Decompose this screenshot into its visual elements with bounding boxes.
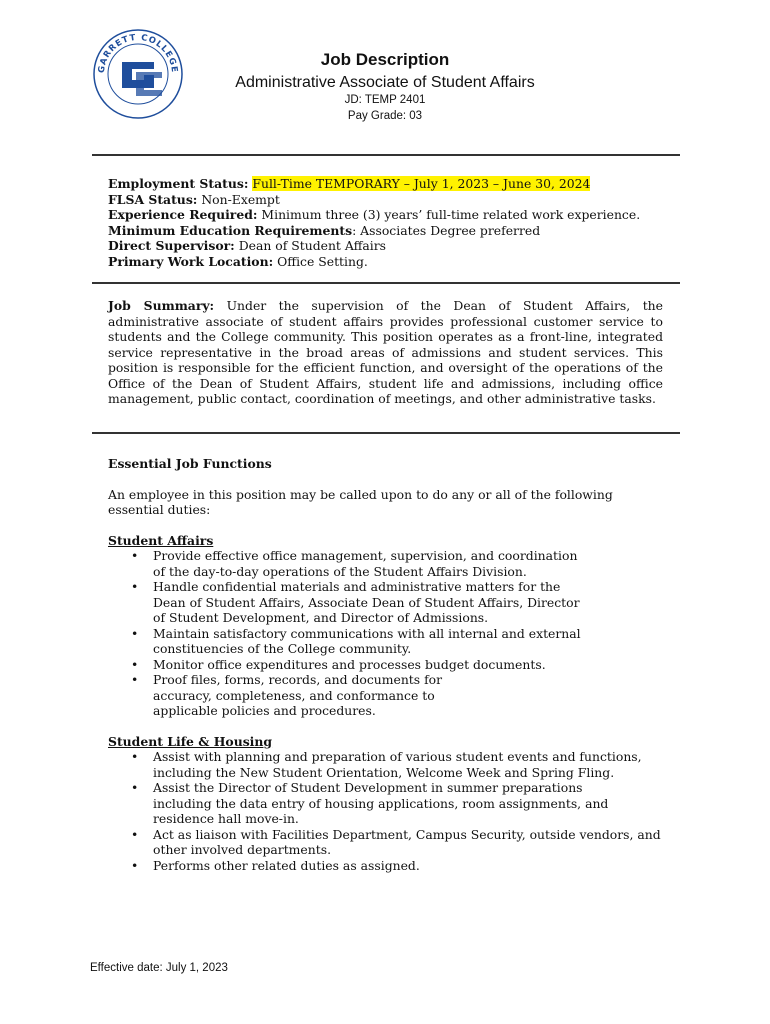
logo-text: GARRETT COLLEGE [96,32,180,74]
student-life-list [108,749,668,873]
divider [92,432,680,434]
list-item: • Maintain satisfactory communications with all internal and external constituencies of the College community. [108,626,588,657]
list-item: • Monitor office expenditures and processes budget documents. [108,657,588,673]
effective-date: Effective date: July 1, 2023 [90,962,228,974]
experience-value: Minimum three (3) years’ full-time related work experience. [261,207,641,222]
divider [92,154,680,156]
experience-required [108,207,663,223]
list-item: • Proof files, forms, records, and documents for accuracy, completeness, and conformance to applicable policies and procedures. [108,672,483,719]
work-location [108,254,663,270]
location-value: Office Setting. [277,253,368,269]
student-affairs-heading: Student Affairs [108,532,214,548]
list-item: • Act as liaison with Facilities Department, Campus Security, outside vendors, and other involved departments. [108,827,668,858]
employment-status [108,176,663,192]
divider [92,282,680,284]
employment-status-label: Employment Status: [108,176,249,191]
essential-functions [108,456,663,873]
flsa-status [108,192,663,208]
education-value: : Associates Degree preferred [352,222,541,238]
functions-heading: Essential Job Functions [108,456,272,471]
education-label: Minimum Education Requirements [108,222,353,238]
list-item: • Assist the Director of Student Development in summer preparations including the data entry of housing applications, room assignments, and residence hall move-in. [108,780,623,827]
document-subtitle: Administrative Associate of Student Affairs [235,74,535,91]
list-item: • Performs other related duties as assigned. [108,858,668,874]
document-title: Job Description [320,50,450,69]
flsa-status-label: FLSA Status: [108,191,198,207]
list-item: • Provide effective office management, supervision, and coordination of the day-to-day operations of the Student Affairs Division. [108,548,588,579]
flsa-status-value: Non-Exempt [201,191,280,207]
experience-label: Experience Required: [108,207,258,222]
location-label: Primary Work Location: [108,253,274,269]
list-item: • Assist with planning and preparation of various student events and functions, including the New Student Orientation, Welcome Week and Spring Fling. [108,749,668,780]
pay-grade: Pay Grade: 03 [347,110,423,122]
job-code: JD: TEMP 2401 [344,94,426,106]
job-summary-label: Job Summary: [108,298,215,313]
job-summary-text: Under the supervision of the Dean of Student Affairs, the administrative associate of student affairs provides professional customer service to students and the College community. This position operates as a front-line, integrated service representative in the broad areas of admissions and student services. This position is responsible for the efficient function, and oversight of the operations of the Office of the Dean of Student Affairs, student life and admissions, including office management, public contact, coordination of meetings, and other administrative tasks. [108,298,663,406]
student-affairs-list [108,548,588,719]
supervisor-label: Direct Supervisor: [108,238,235,253]
education-requirements [108,223,663,239]
direct-supervisor [108,238,663,254]
supervisor-value: Dean of Student Affairs [238,238,387,253]
status-block [108,176,663,269]
list-item: • Handle confidential materials and administrative matters for the Dean of Student Affairs, Associate Dean of Student Affairs, Director of Student Development, and Director of Admissions. [108,579,588,626]
functions-intro: An employee in this position may be called upon to do any or all of the following essential duties: [108,486,613,517]
job-summary [108,298,663,407]
student-life-heading: Student Life & Housing [108,733,273,749]
employment-status-value: Full-Time TEMPORARY – July 1, 2023 – June 30, 2024 [252,176,591,191]
